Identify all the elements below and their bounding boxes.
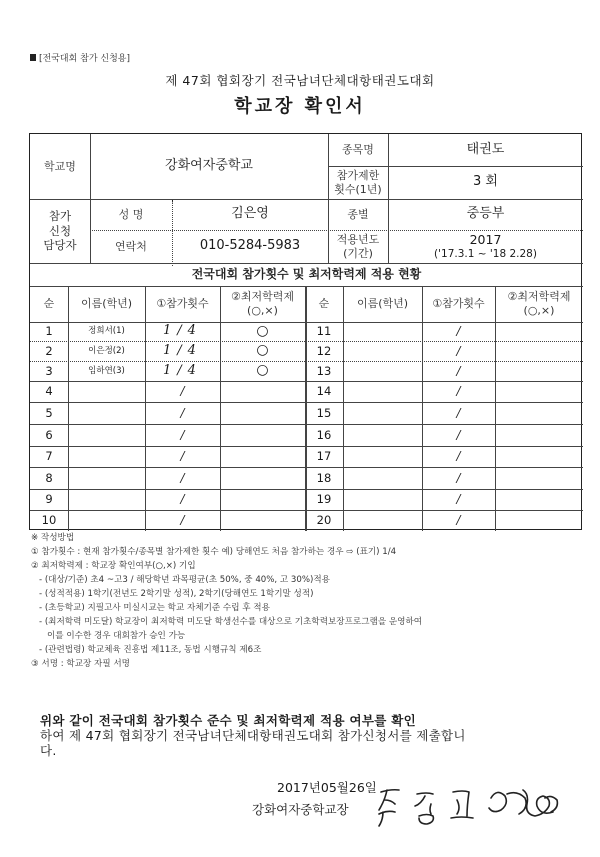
- student-name: [68, 489, 145, 510]
- row-number: 9: [45, 492, 53, 507]
- row-number: 4: [45, 384, 53, 399]
- row-number: 2: [45, 343, 53, 358]
- competition-name: 제 47회 협회장기 전국남녀단체대항태권도대회: [165, 73, 435, 88]
- instruction-subitem: 이를 이수한 경우 대회참가 승인 가능: [47, 631, 186, 641]
- division-value: 중등부: [466, 206, 505, 222]
- academic-check: [220, 446, 305, 467]
- row-number: 7: [45, 449, 53, 464]
- participation-count: 1/4: [163, 342, 202, 358]
- apply-year-label: 적용년도 (기간): [336, 232, 380, 260]
- academic-check: [495, 341, 583, 361]
- participation-count: 1/4: [163, 362, 202, 378]
- row-number: 17: [316, 449, 332, 464]
- student-name: [343, 381, 422, 402]
- submission-date: 2017년05월26일: [277, 780, 377, 795]
- academic-check: [220, 467, 305, 489]
- participation-count: /: [180, 384, 185, 398]
- academic-check: [495, 361, 583, 381]
- student-name: [343, 402, 422, 424]
- academic-check: [220, 424, 305, 446]
- student-name: 이은정(2): [88, 345, 125, 356]
- student-name: [343, 467, 422, 489]
- staff-name-label: 성 명: [118, 207, 144, 221]
- row-number: 5: [45, 405, 53, 420]
- instruction-item: ③ 서명 : 학교장 자필 서명: [31, 659, 130, 669]
- participation-count: /: [456, 449, 461, 463]
- writing-instructions: [31, 531, 591, 671]
- participation-limit-label: 참가제한 횟수(1년): [334, 168, 382, 196]
- col-no-header: 순: [43, 297, 55, 311]
- col-name-header: 이름(학년): [80, 297, 133, 311]
- instruction-subitem: - (관련법령) 학교체육 진흥법 제11조, 동법 시행규칙 제6조: [39, 645, 262, 655]
- student-name: 임하연(3): [88, 365, 125, 376]
- row-number: 1: [45, 324, 53, 339]
- academic-check: ○: [256, 362, 269, 379]
- academic-check: [495, 402, 583, 424]
- participation-count: /: [456, 363, 461, 378]
- confirmation-statement: 위와 같이 전국대회 참가횟수 준수 및 최저학력제 적용 여부를 확인 하여 제 47회 협회장기 전국남녀단체대항태권도대회 참가신청서를 제출합니 다.: [40, 713, 466, 758]
- student-name: [68, 402, 145, 424]
- participation-count: /: [456, 405, 461, 420]
- student-name: [68, 381, 145, 402]
- participation-count: 1/4: [163, 323, 202, 339]
- form-type-label: [전국대회 참가 신청용]: [39, 54, 130, 64]
- participation-count: /: [456, 384, 461, 398]
- academic-check: ○: [256, 322, 269, 339]
- participation-count: /: [456, 427, 461, 442]
- student-name: [68, 467, 145, 489]
- row-number: 15: [316, 405, 332, 420]
- row-number: 13: [316, 363, 332, 378]
- academic-check: [220, 381, 305, 402]
- participation-count: /: [456, 470, 461, 485]
- participation-count: /: [456, 512, 461, 527]
- student-name: 정희서(1): [88, 326, 125, 337]
- col-count-header: ①참가횟수: [432, 297, 485, 311]
- academic-check: [495, 424, 583, 446]
- student-name: [343, 424, 422, 446]
- form-type-tag: [30, 51, 130, 64]
- student-name: [343, 446, 422, 467]
- row-number: 20: [316, 512, 332, 527]
- row-number: 16: [316, 427, 332, 442]
- row-number: 12: [316, 343, 332, 358]
- row-number: 3: [45, 363, 53, 378]
- contact-label: 연락처: [115, 239, 147, 253]
- principal-title: 강화여자중학교장: [252, 802, 349, 817]
- col-no-header: 순: [318, 297, 330, 311]
- student-name: [68, 424, 145, 446]
- contact-value: 010-5284-5983: [199, 238, 301, 254]
- instruction-subitem: - (초등학교) 지필고사 미실시교는 학교 자체기준 수립 후 적용: [39, 603, 270, 613]
- academic-check: [495, 446, 583, 467]
- col-academic-header: ②최저학력제 (○,×): [231, 290, 294, 317]
- row-number: 19: [316, 492, 332, 507]
- row-number: 6: [45, 427, 53, 442]
- instruction-subitem: - (성적적용) 1학기(전년도 2학기말 성적), 2학기(당해연도 1학기말 성적): [39, 589, 314, 599]
- student-name: [68, 446, 145, 467]
- academic-check: [495, 381, 583, 402]
- instruction-subitem: - (최저학력 미도달) 학교장이 최저학력 미도달 학생선수를 대상으로 기초학력보장프로그램을 운영하여: [39, 617, 423, 627]
- school-name-value: 강화여자중학교: [165, 158, 253, 174]
- staff-label: 참가 신청 담당자: [43, 209, 77, 253]
- staff-name-value: 김은영: [231, 206, 269, 222]
- square-bullet-icon: [30, 54, 36, 61]
- academic-check: [495, 322, 583, 341]
- participation-count: /: [456, 492, 461, 506]
- academic-check: ○: [256, 342, 269, 359]
- row-number: 14: [316, 384, 332, 399]
- academic-check: [220, 402, 305, 424]
- participation-count: /: [456, 343, 461, 358]
- col-academic-header: ②최저학력제 (○,×): [507, 290, 571, 317]
- participation-count: /: [180, 405, 185, 420]
- academic-check: [220, 489, 305, 510]
- student-name: [343, 489, 422, 510]
- student-name: [343, 361, 422, 381]
- academic-check: [495, 510, 583, 530]
- event-label: 종목명: [342, 143, 374, 157]
- col-name-header: 이름(학년): [356, 297, 409, 311]
- instruction-item: ② 최저학력제 : 학교장 확인여부(○,×) 기입: [31, 561, 196, 571]
- participation-count: /: [180, 512, 185, 527]
- row-number: 18: [316, 470, 332, 485]
- academic-check: [495, 489, 583, 510]
- document-title: 학교장 확인서: [234, 96, 366, 117]
- participation-count: /: [180, 427, 185, 442]
- row-number: 11: [316, 324, 332, 339]
- row-number: 10: [41, 512, 57, 527]
- status-section-title: 전국대회 참가횟수 및 최저학력제 적용 현황: [191, 267, 422, 281]
- participation-limit-value: 3 회: [473, 174, 498, 190]
- row-number: 8: [45, 470, 53, 485]
- school-name-label: 학교명: [44, 159, 76, 173]
- participation-count: /: [180, 492, 185, 506]
- col-count-header: ①참가횟수: [156, 297, 209, 311]
- participation-count: /: [456, 324, 461, 338]
- participation-count: /: [180, 449, 185, 463]
- division-label: 종별: [347, 207, 369, 221]
- instruction-item: ① 참가횟수 : 현재 참가횟수/종목별 참가제한 횟수 예) 당해연도 처음 참가하는 경우 ⇨ (표기) 1/4: [31, 547, 397, 557]
- principal-signature: [373, 782, 593, 832]
- academic-check: [220, 510, 305, 530]
- participation-count: /: [180, 470, 185, 485]
- student-name: [68, 510, 145, 530]
- student-name: [343, 341, 422, 361]
- apply-year-value: 2017 ('17.3.1 ~ '18 2.28): [434, 232, 537, 260]
- student-name: [343, 322, 422, 341]
- instruction-subitem: - (대상/기준) 초4 ~고3 / 해당학년 과목평균(초 50%, 중 40%, 고 30%)적용: [39, 575, 330, 585]
- instructions-heading: ※ 작성방법: [31, 533, 75, 543]
- student-name: [343, 510, 422, 530]
- academic-check: [495, 467, 583, 489]
- confirmation-table: [29, 133, 582, 530]
- event-value: 태권도: [466, 141, 505, 157]
